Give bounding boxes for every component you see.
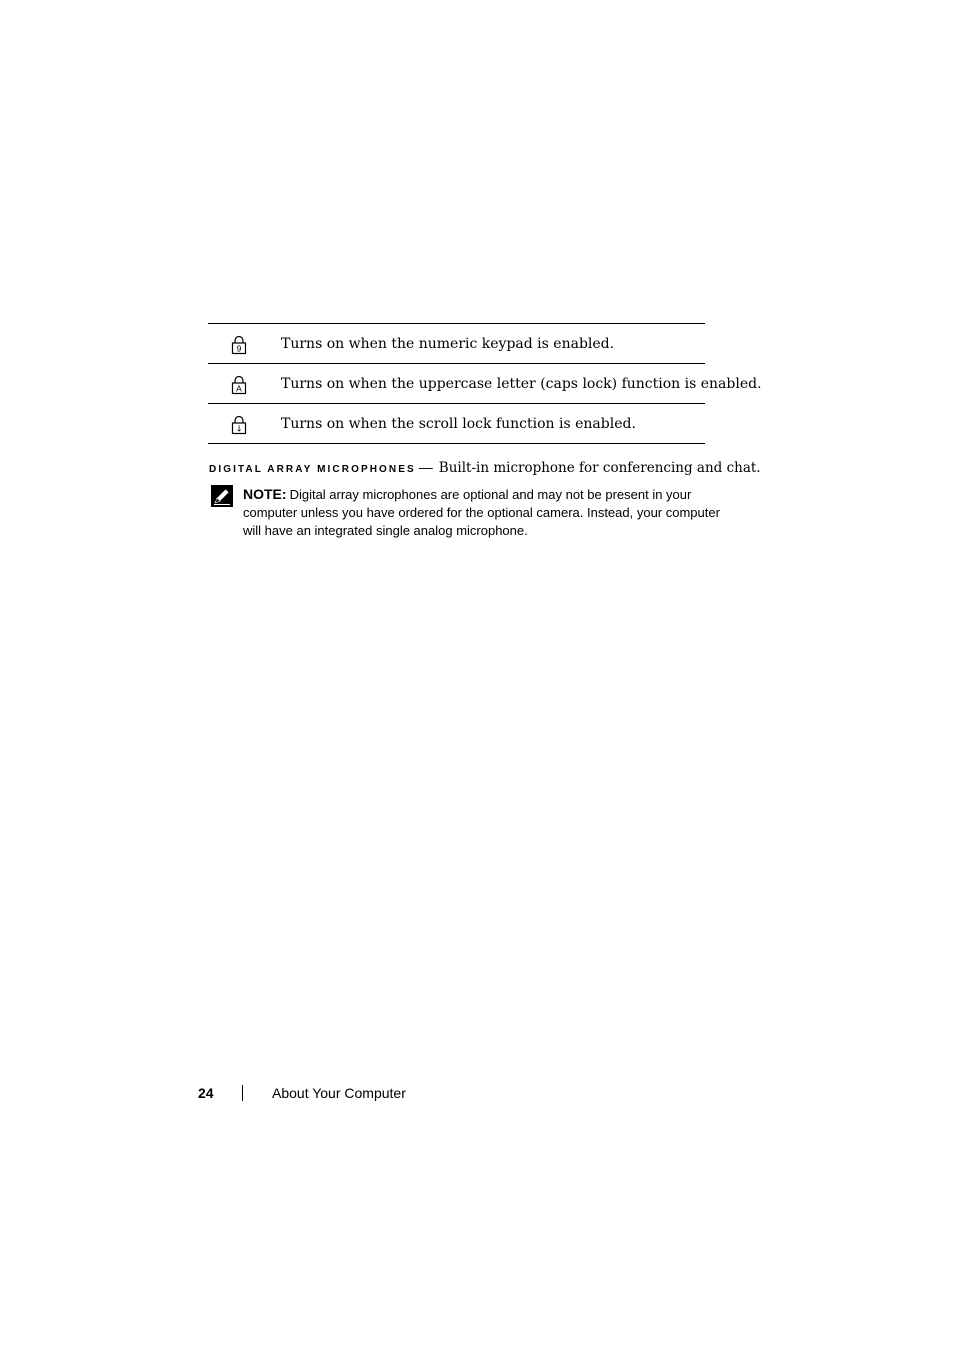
page-number: 24 — [198, 1085, 214, 1101]
chapter-title: About Your Computer — [272, 1085, 406, 1101]
indicator-description: Turns on when the scroll lock function is enabled. — [281, 416, 636, 432]
note-block — [243, 485, 733, 540]
note-pencil-icon — [211, 485, 233, 507]
note-label: NOTE: — [243, 486, 287, 502]
svg-text:A: A — [236, 383, 242, 394]
svg-text:9: 9 — [236, 343, 242, 354]
indicator-description: Turns on when the uppercase letter (caps lock) function is enabled. — [281, 376, 762, 392]
table-row — [208, 404, 705, 444]
microphones-term: DIGITAL ARRAY MICROPHONES — [209, 464, 416, 475]
note-text: Digital array microphones are optional and may not be present in your computer unless you have ordered for the optional camera. Instead, your computer will have an integrated single analog microphone. — [243, 487, 720, 538]
caps-lock-icon — [230, 375, 248, 395]
microphones-description: Built-in microphone for conferencing and chat. — [438, 460, 761, 476]
footer-divider — [242, 1085, 243, 1101]
em-dash: — — [418, 459, 433, 475]
table-row — [208, 364, 762, 404]
svg-text:↓: ↓ — [235, 424, 243, 435]
scroll-lock-icon — [230, 415, 248, 435]
indicator-description: Turns on when the numeric keypad is enabled. — [281, 336, 615, 352]
status-lights-table — [208, 323, 762, 444]
num-lock-icon — [230, 335, 248, 355]
microphones-definition — [209, 457, 761, 480]
table-row — [208, 324, 705, 364]
